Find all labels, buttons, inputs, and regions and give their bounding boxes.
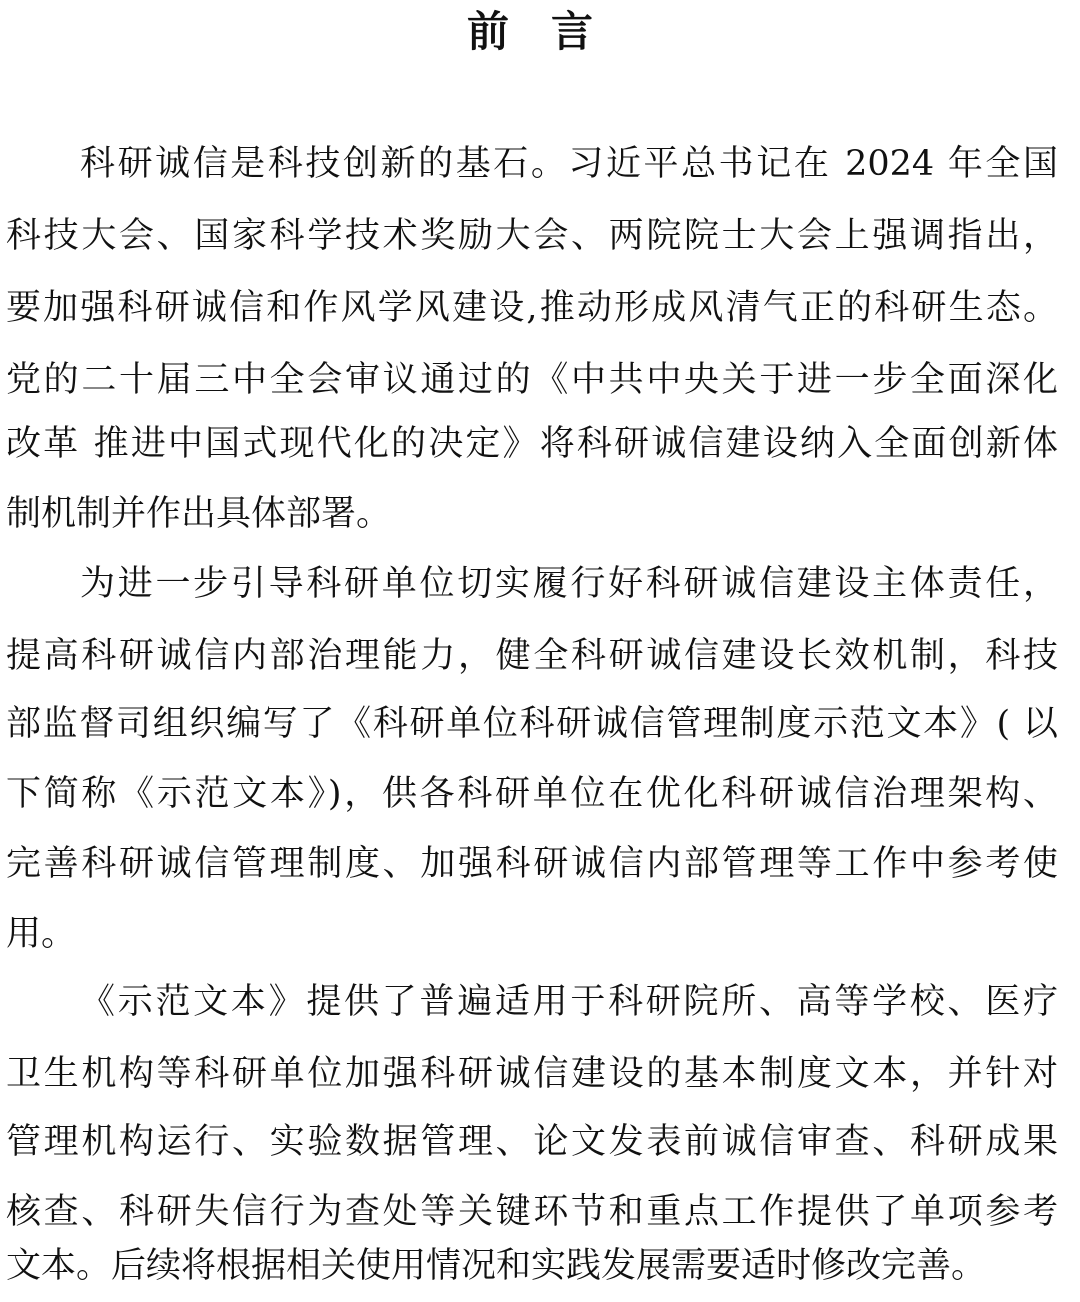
paragraph-2-line-6: 用。 bbox=[6, 914, 77, 954]
paragraph-1-line-6: 制机制并作出具体部署。 bbox=[6, 494, 392, 534]
paragraph-2-line-4: 下简称《示范文本》)，供各科研单位在优化科研诚信治理架构、 bbox=[6, 774, 1058, 814]
paragraph-1-line-5: 改革 推进中国式现代化的决定》将科研诚信建设纳入全面创新体 bbox=[6, 424, 1058, 464]
paragraph-2-line-2: 提高科研诚信内部治理能力，健全科研诚信建设长效机制，科技 bbox=[6, 636, 1058, 676]
page-title: 前 言 bbox=[466, 7, 593, 56]
paragraph-3-line-1: 《示范文本》提供了普遍适用于科研院所、高等学校、医疗 bbox=[80, 982, 1058, 1022]
paragraph-1-line-2: 科技大会、国家科学技术奖励大会、两院院士大会上强调指出， bbox=[6, 216, 1058, 256]
paragraph-2-line-1: 为进一步引导科研单位切实履行好科研诚信建设主体责任， bbox=[80, 564, 1058, 604]
paragraph-1-line-3: 要加强科研诚信和作风学风建设,推动形成风清气正的科研生态。 bbox=[6, 288, 1058, 328]
paragraph-3-line-5: 文本。后续将根据相关使用情况和实践发展需要适时修改完善。 bbox=[6, 1246, 987, 1286]
paragraph-1-line-1: 科研诚信是科技创新的基石。习近平总书记在 2024 年全国 bbox=[80, 144, 1058, 184]
paragraph-3-line-4: 核查、科研失信行为查处等关键环节和重点工作提供了单项参考 bbox=[6, 1192, 1058, 1232]
paragraph-3-line-2: 卫生机构等科研单位加强科研诚信建设的基本制度文本，并针对 bbox=[6, 1054, 1058, 1094]
paragraph-3-line-3: 管理机构运行、实验数据管理、论文发表前诚信审查、科研成果 bbox=[6, 1122, 1058, 1162]
paragraph-2-line-5: 完善科研诚信管理制度、加强科研诚信内部管理等工作中参考使 bbox=[6, 844, 1058, 884]
paragraph-1-line-4: 党的二十届三中全会审议通过的《中共中央关于进一步全面深化 bbox=[6, 360, 1058, 400]
paragraph-2-line-3: 部监督司组织编写了《科研单位科研诚信管理制度示范文本》( 以 bbox=[6, 704, 1058, 744]
